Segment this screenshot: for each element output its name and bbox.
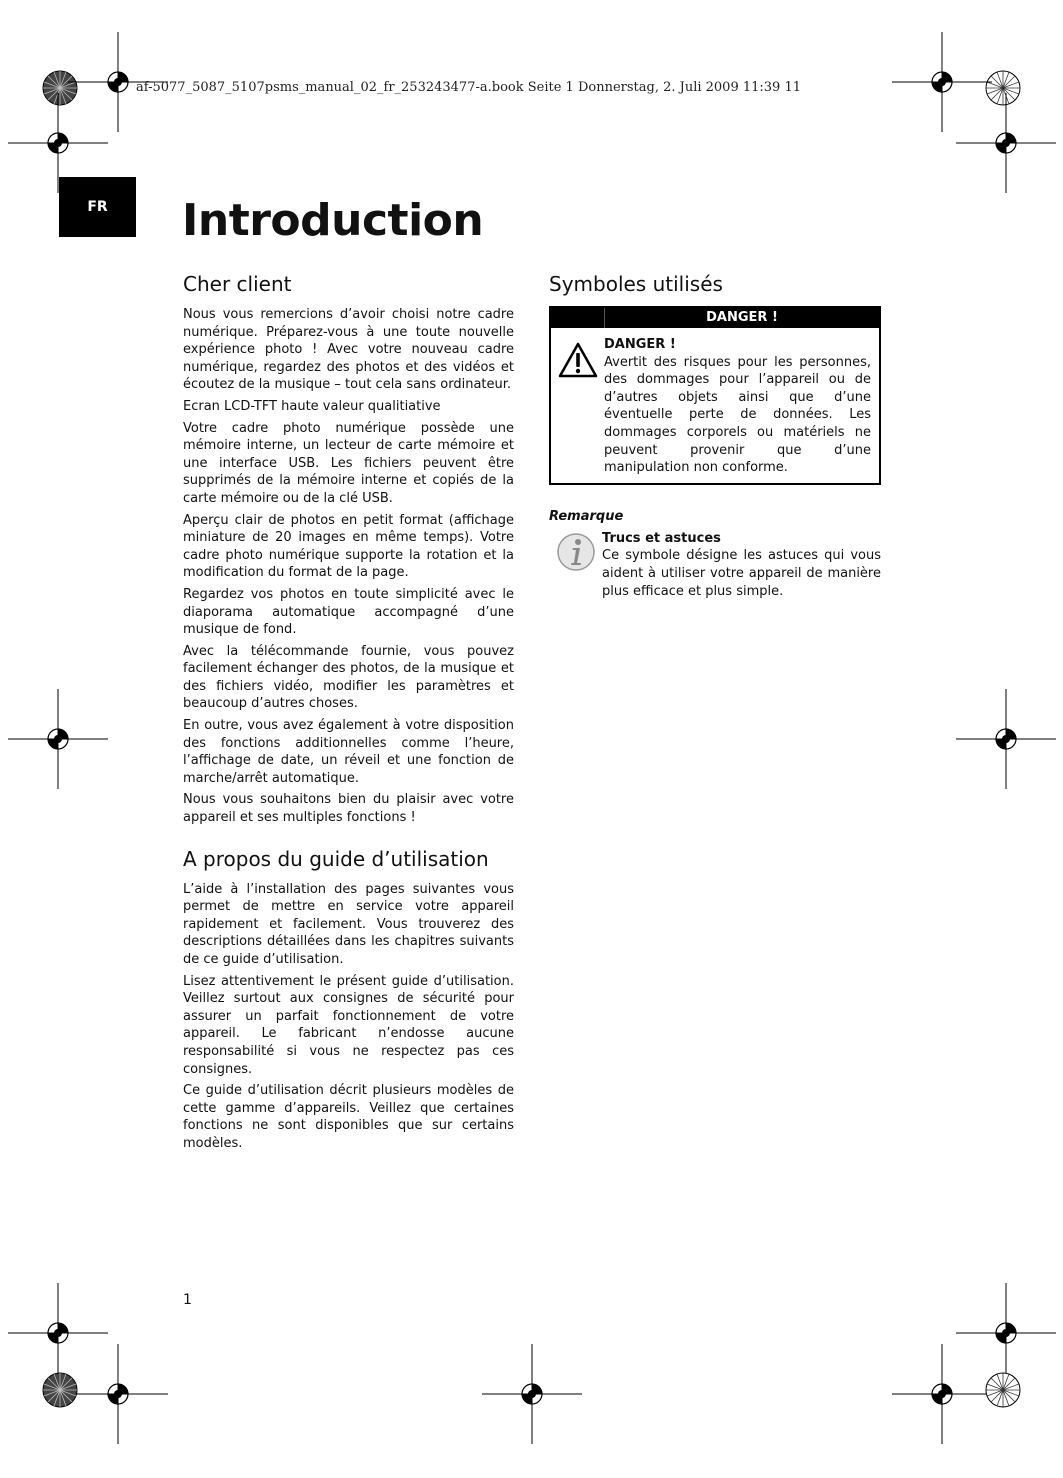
- section-heading-symboles: Symboles utilisés: [549, 272, 723, 296]
- note-description: Ce symbole désigne les astuces qui vous aident à utiliser votre appareil de manière plus efficace et plus simple.: [602, 548, 881, 599]
- danger-description: Avertit des risques pour les personnes, des dommages pour l’appareil ou de d’autres objets ainsi que d’une éventuelle perte de données. Les dommages corporels ou matériels ne peuvent provenir que d’une manipulation non conforme.: [604, 354, 871, 476]
- warning-triangle-icon: [558, 342, 598, 378]
- section-heading-cher-client: Cher client: [183, 272, 292, 296]
- info-icon: [556, 532, 596, 572]
- section-heading-guide: A propos du guide d’utilisation: [183, 846, 489, 871]
- danger-header: [551, 308, 879, 328]
- danger-box: [549, 306, 881, 485]
- language-tab: FR: [59, 177, 136, 237]
- page-title: Introduction: [182, 195, 484, 246]
- paragraph: L’aide à l’installation des pages suivantes vous permet de mettre en service votre appareil rapidement et facilement. Vous trouverez des descriptions détaillées dans les chapitres suivants de ce guide d’utilisation.: [183, 881, 514, 967]
- page-number: 1: [183, 1292, 192, 1308]
- paragraph: Aperçu clair de photos en petit format (affichage miniature de 20 images en même temps). Votre cadre photo numérique supporte la rotation et la modification du format de la page.: [183, 512, 514, 581]
- paragraph: Ecran LCD-TFT haute valeur qualitiative: [183, 398, 441, 414]
- note-block: [549, 530, 881, 600]
- danger-header-label: DANGER !: [706, 310, 778, 325]
- note-title: Trucs et astuces: [602, 530, 721, 546]
- paragraph: Lisez attentivement le présent guide d’utilisation. Veillez surtout aux consignes de sécurité pour assurer un parfait fonctionnement de votre appareil. Le fabricant n’endosse aucune responsabilité si vous ne respectez pas ces consignes.: [183, 973, 514, 1077]
- note-label: Remarque: [549, 508, 624, 524]
- paragraph: Nous vous souhaitons bien du plaisir avec votre appareil et ses multiples fonctions !: [183, 792, 514, 826]
- paragraph: Avec la télécommande fournie, vous pouvez facilement échanger des photos, de la musique et des fichiers vidéo, modifier les paramètres et beaucoup d’autres choses.: [183, 643, 514, 712]
- paragraph: En outre, vous avez également à votre disposition des fonctions additionnelles comme l’heure, l’affichage de date, un réveil et une fonction de marche/arrêt automatique.: [183, 718, 514, 786]
- paragraph: Nous vous remercions d’avoir choisi notre cadre numérique. Préparez-vous à une toute nouvelle expérience photo ! Avec votre nouveau cadre numérique, regardez des photos et des vidéos et écoutez de la musique – tout cela sans ordinateur.: [183, 307, 514, 393]
- right-column: [549, 272, 881, 600]
- paragraph: Regardez vos photos en toute simplicité avec le diaporama automatique accompagné d’une musique de fond.: [183, 586, 514, 638]
- print-header: af-5077_5087_5107psms_manual_02_fr_253243477-a.book Seite 1 Donnerstag, 2. Juli 2009 11:39 11: [136, 80, 801, 95]
- left-column: [183, 272, 514, 1157]
- danger-title: DANGER !: [604, 337, 676, 352]
- paragraph: Votre cadre photo numérique possède une mémoire interne, un lecteur de carte mémoire et une interface USB. Les fichiers peuvent être supprimés de la mémoire interne et copiés de la carte mémoire ou de la clé USB.: [183, 420, 514, 506]
- paragraph: Ce guide d’utilisation décrit plusieurs modèles de cette gamme d’appareils. Veillez que certaines fonctions ne sont disponibles que sur certains modèles.: [183, 1083, 514, 1151]
